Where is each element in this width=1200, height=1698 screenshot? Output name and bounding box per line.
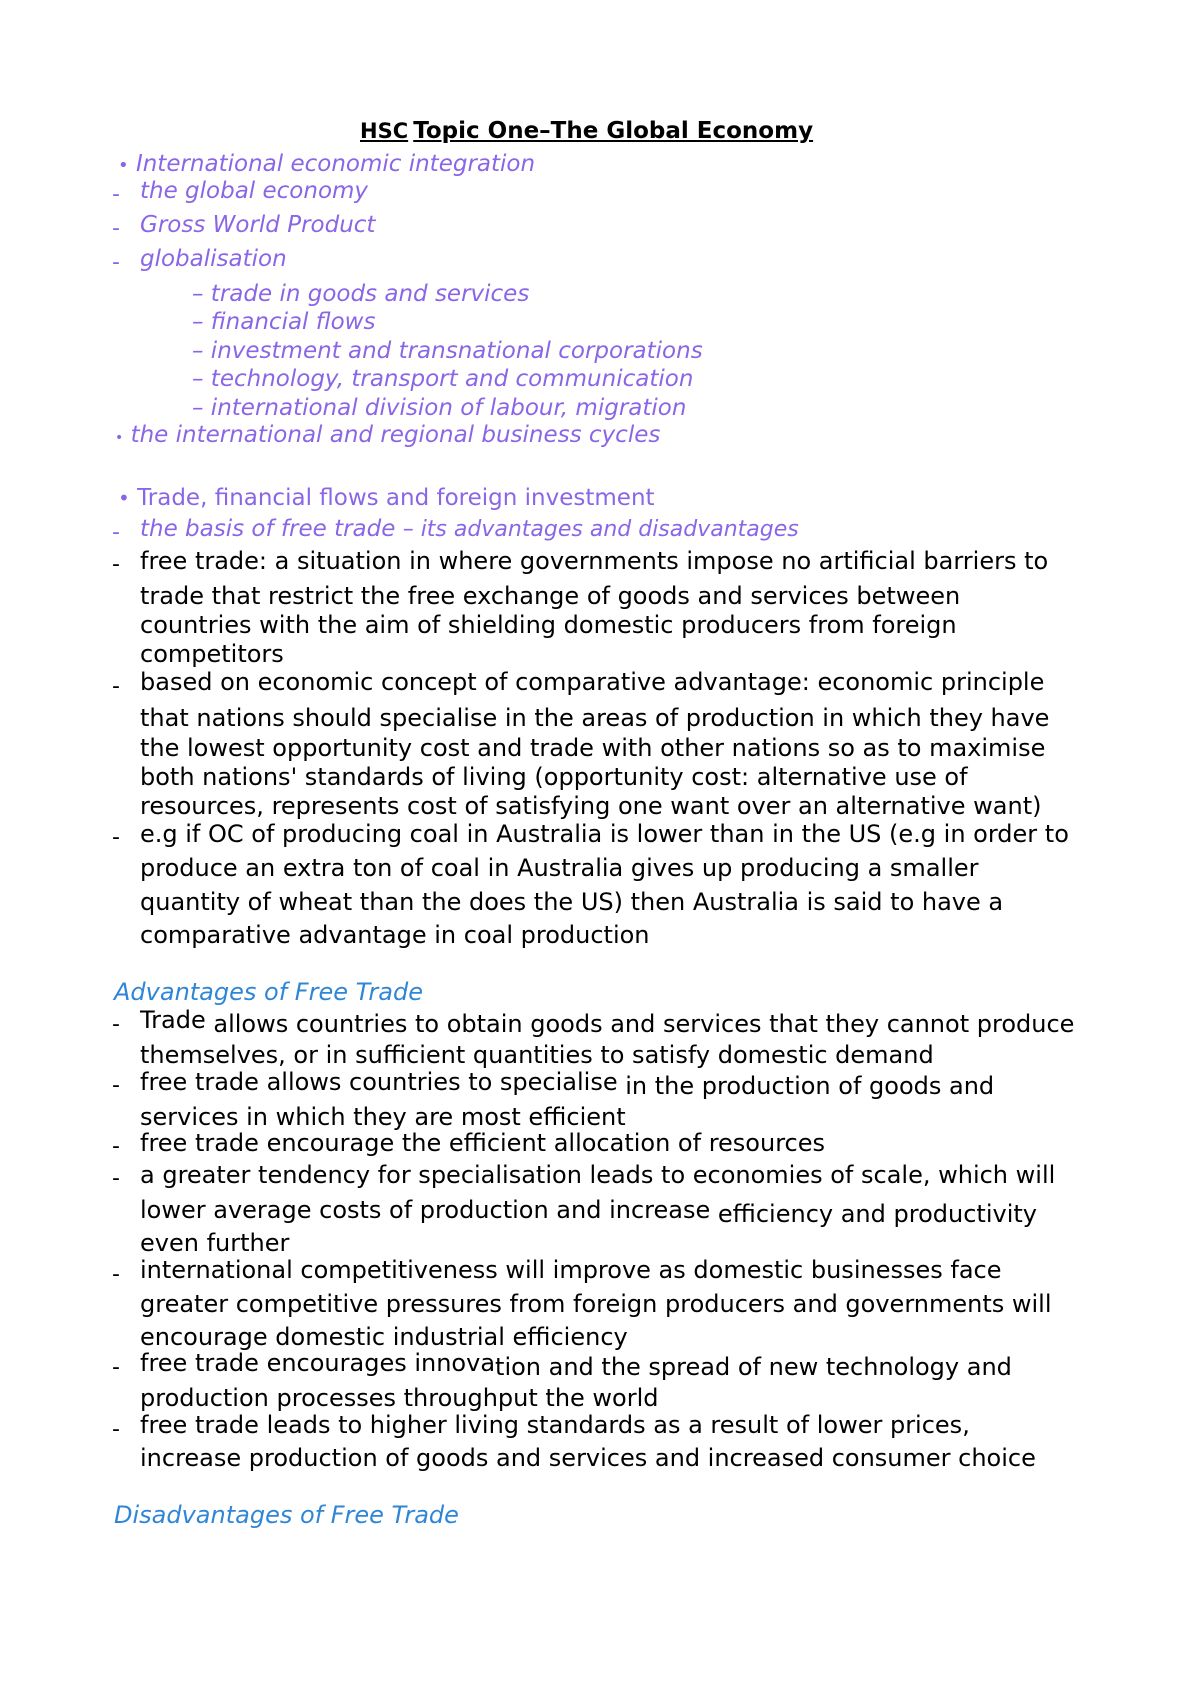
text-line <box>140 549 1048 573</box>
text-line: comparative advantage in coal production <box>140 921 650 949</box>
text-span: in the production of goods and <box>625 1072 995 1100</box>
text-line: competitors <box>140 640 284 668</box>
text-span: efficiency and productivity <box>717 1200 1037 1228</box>
dash-icon: - <box>112 520 120 545</box>
cycles-line <box>115 424 660 447</box>
text-line: free trade leads to higher living standards as a result of lower prices, <box>140 1411 970 1439</box>
sub-list-item: – financial flows <box>192 309 376 335</box>
small-bullet-icon: • <box>115 430 124 446</box>
text-line: a greater tendency for specialisation leads to economies of scale, which will <box>140 1161 1056 1189</box>
text-line: countries with the aim of shielding domestic producers from foreign <box>140 611 957 639</box>
list-item: Gross World Product <box>140 212 376 238</box>
list-item: the global economy <box>140 178 369 204</box>
text-span: allows countries to obtain goods and services that they cannot produce <box>213 1010 1075 1038</box>
text-line: free trade encourage the efficient allocation of resources <box>140 1129 825 1157</box>
dash-icon: - <box>112 182 120 207</box>
text-span: free trade: a situation in where governments impose no <box>140 547 812 575</box>
list-item: globalisation <box>140 246 287 272</box>
title-main: Topic One–The Global Economy <box>413 118 814 144</box>
dash-icon: - <box>112 250 120 275</box>
text-line <box>140 1068 995 1100</box>
bullet-icon: • <box>118 155 129 176</box>
text-line: services in which they are most efficient <box>140 1103 626 1131</box>
basis-suffix: – its advantages and disadvantages <box>402 517 799 542</box>
text-line: even further <box>140 1229 290 1257</box>
text-line: e.g if OC of producing coal in Australia is lower than in the US (e.g in order to <box>140 820 1069 848</box>
sub-list-item: – investment and transnational corporations <box>192 338 703 364</box>
dash-icon: - <box>112 1166 120 1191</box>
text-line: resources, represents cost of satisfying one want over an alternative want) <box>140 792 1042 820</box>
text-span: free trade encourages innova <box>140 1349 496 1377</box>
text-span: hould specialise in the areas of production in which they have <box>304 704 1050 732</box>
text-span: artificial barriers to <box>818 547 1049 575</box>
dash-icon: - <box>112 1262 120 1287</box>
dash-icon: - <box>112 1417 120 1442</box>
text-line: quantity of wheat than the does the US) then Australia is said to have a <box>140 888 1004 916</box>
text-line <box>140 706 1049 730</box>
text-line: increase production of goods and services and increased consumer choice <box>140 1444 1036 1472</box>
dash-icon: - <box>112 1073 120 1098</box>
text-line: trade that restrict the free exchange of goods and services between <box>140 582 961 610</box>
section1-heading-line <box>118 153 535 176</box>
text-line: the lowest opportunity cost and trade with other nations so as to maximise <box>140 734 1046 762</box>
dash-icon: - <box>112 1355 120 1380</box>
text-line: international competitiveness will improve as domestic businesses face <box>140 1256 1002 1284</box>
advantages-heading: Advantages of Free Trade <box>114 978 423 1006</box>
text-line: production processes throughput the world <box>140 1384 659 1412</box>
bullet-icon: • <box>118 486 130 510</box>
basis-line <box>140 518 799 541</box>
cycles-text: the international and regional business cycles <box>130 422 661 448</box>
text-line: both nations' standards of living (opportunity cost: alternative use of <box>140 763 968 791</box>
text-line: based on economic concept of comparative advantage: economic principle <box>140 668 1045 696</box>
text-line: themselves, or in sufficient quantities to satisfy domestic demand <box>140 1041 934 1069</box>
dash-icon: - <box>112 825 120 850</box>
text-line: greater competitive pressures from foreign producers and governments will <box>140 1290 1052 1318</box>
text-span: Trade <box>140 1006 206 1034</box>
section2-heading-line <box>118 487 655 510</box>
dash-icon: - <box>112 1134 120 1159</box>
section1-heading: International economic integration <box>135 151 536 177</box>
text-span: that nations s <box>140 704 305 732</box>
sub-list-item: – trade in goods and services <box>192 281 530 307</box>
sub-list-item: – international division of labour, migration <box>192 395 687 421</box>
dash-icon: - <box>112 674 120 699</box>
dash-icon: - <box>112 216 120 241</box>
dash-icon: - <box>112 1012 120 1037</box>
text-line <box>140 1196 1037 1228</box>
text-span: tion and the spread of new technology and <box>495 1353 1012 1381</box>
title-prefix: HSC <box>360 119 409 143</box>
text-line <box>140 1349 1012 1381</box>
text-span: lower average costs of production and increase <box>140 1196 711 1224</box>
text-line: produce an extra ton of coal in Australia gives up producing a smaller <box>140 854 979 882</box>
basis-text: the basis of free trade <box>140 516 396 542</box>
page-title <box>360 118 813 144</box>
disadvantages-heading: Disadvantages of Free Trade <box>114 1501 459 1529</box>
text-line <box>140 1006 1075 1038</box>
text-line: encourage domestic industrial efficiency <box>140 1323 628 1351</box>
section2-heading: Trade, financial flows and foreign investment <box>137 485 655 511</box>
text-span: free trade allows countries to specialise <box>140 1068 618 1096</box>
sub-list-item: – technology, transport and communication <box>192 366 694 392</box>
dash-icon: - <box>112 552 120 577</box>
